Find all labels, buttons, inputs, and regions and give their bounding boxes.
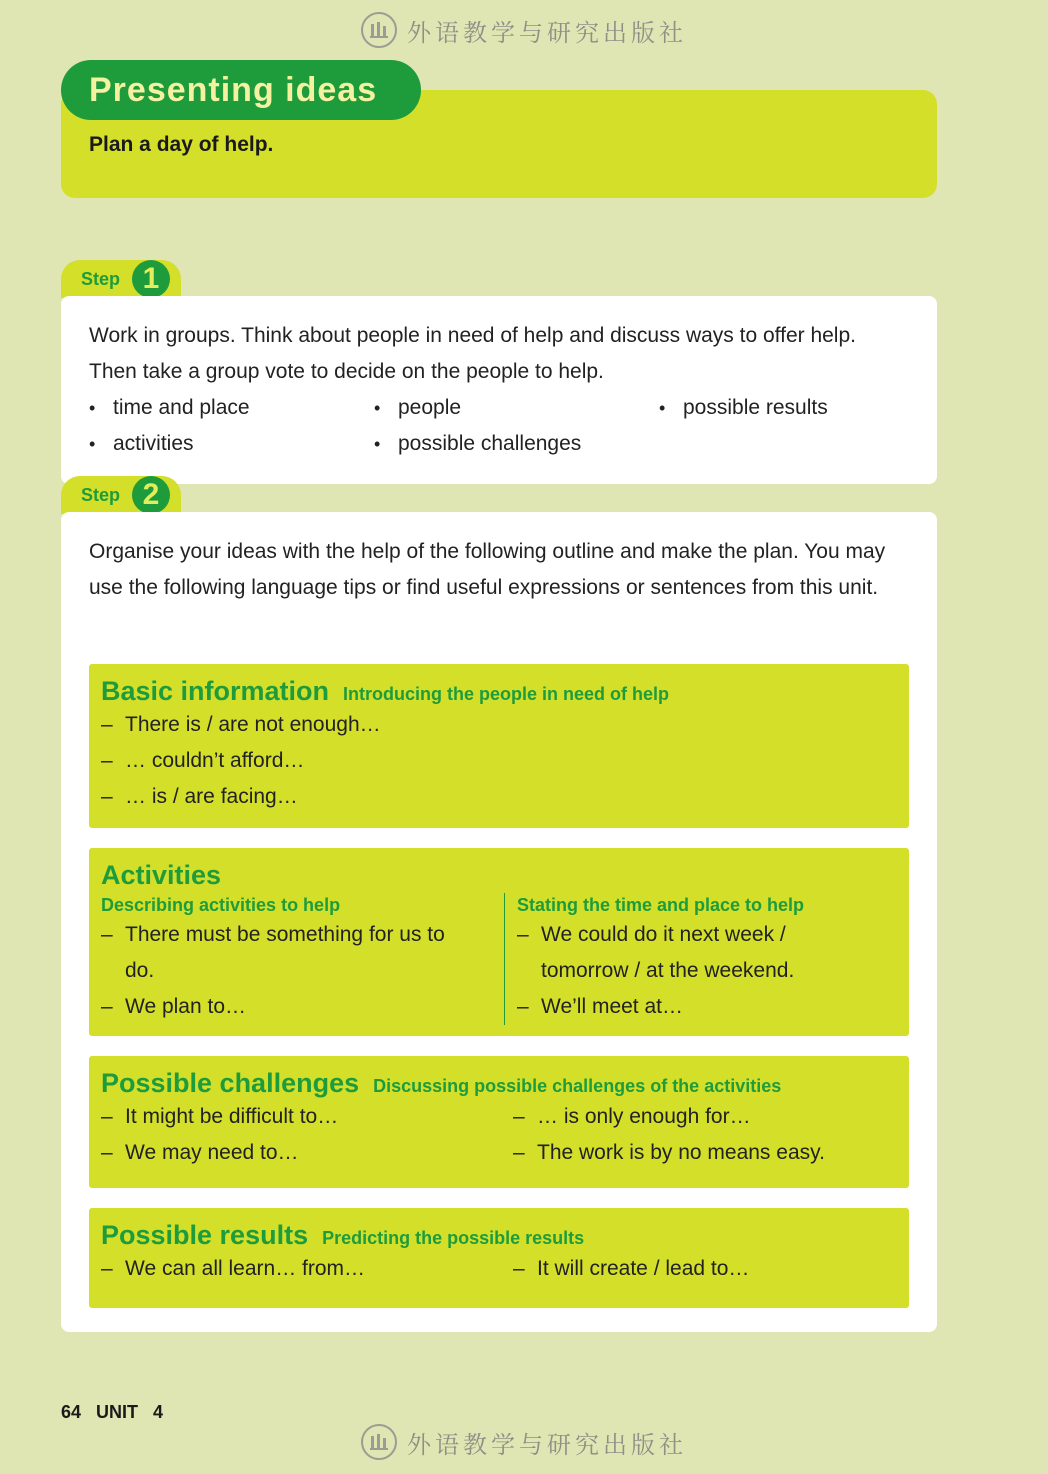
publisher-seal-icon xyxy=(361,12,397,48)
tip-subtitle: Discussing possible challenges of the activities xyxy=(373,1076,782,1096)
tip-subtitle: Predicting the possible results xyxy=(322,1228,585,1248)
tip-phrase: – It will create / lead to… xyxy=(513,1251,897,1287)
tip-title: Activities xyxy=(101,860,222,890)
tip-title: Possible challenges xyxy=(101,1068,360,1098)
step1-label: Step xyxy=(81,268,121,289)
step1-card xyxy=(61,296,937,484)
tip-activities xyxy=(89,848,909,1036)
tip-possible-results xyxy=(89,1208,909,1308)
tip-phrase: – … couldn’t afford… xyxy=(101,743,897,779)
step2-tab xyxy=(61,476,181,514)
publisher-name: 外语教学与研究出版社 xyxy=(407,18,687,47)
tip-title: Basic information xyxy=(101,676,330,706)
bullet-item: • possible results xyxy=(659,390,909,426)
publisher-footer xyxy=(0,1424,1048,1460)
bullet-item: • activities xyxy=(89,426,374,462)
section-subtitle: Plan a day of help. xyxy=(89,133,274,156)
bullet-item: • possible challenges xyxy=(374,426,659,462)
page-footer xyxy=(61,1402,163,1423)
tip-possible-challenges xyxy=(89,1056,909,1188)
step1-bullets xyxy=(89,390,909,462)
tip-basic-information xyxy=(89,664,909,828)
tip-phrase: – We may need to… xyxy=(101,1135,513,1171)
tip-title: Possible results xyxy=(101,1220,309,1250)
page-number: 64 xyxy=(61,1402,82,1422)
step2-number: 2 xyxy=(132,476,170,514)
tip-phrase: – It might be difficult to… xyxy=(101,1099,513,1135)
tip-phrase: – We plan to… xyxy=(101,989,494,1025)
step2-text: Organise your ideas with the help of the following outline and make the plan. You may use the following language tips or find useful expressions or sentences from this unit. xyxy=(89,540,886,599)
tip-phrase: – There must be something for us to do. xyxy=(101,917,455,989)
step1-tab xyxy=(61,260,181,298)
tip-phrase: – We can all learn… from… xyxy=(101,1251,513,1287)
tip-subtitle: Describing activities to help xyxy=(101,895,341,915)
tip-phrase: – … is only enough for… xyxy=(513,1099,897,1135)
section-title-pill xyxy=(61,60,421,120)
tip-subtitle: Introducing the people in need of help xyxy=(343,684,670,704)
step1-text: Work in groups. Think about people in need of help and discuss ways to offer help. Then take a group vote to decide on the people to help. xyxy=(89,324,856,383)
publisher-name: 外语教学与研究出版社 xyxy=(407,1430,687,1459)
tip-phrase: – We could do it next week / tomorrow / at the weekend. xyxy=(517,917,851,989)
tip-phrase: – There is / are not enough… xyxy=(101,707,897,743)
tip-phrase: – We’ll meet at… xyxy=(517,989,909,1025)
publisher-header xyxy=(0,12,1048,48)
tip-phrase: – The work is by no means easy. xyxy=(513,1135,897,1171)
section-title: Presenting ideas xyxy=(89,70,378,109)
tip-subtitle: Stating the time and place to help xyxy=(517,895,805,915)
bullet-item: • people xyxy=(374,390,659,426)
tip-phrase: – … is / are facing… xyxy=(101,779,897,815)
step1-number: 1 xyxy=(132,260,170,298)
unit-label: UNIT 4 xyxy=(96,1402,164,1422)
publisher-seal-icon xyxy=(361,1424,397,1460)
bullet-item: • time and place xyxy=(89,390,374,426)
step2-label: Step xyxy=(81,484,121,505)
